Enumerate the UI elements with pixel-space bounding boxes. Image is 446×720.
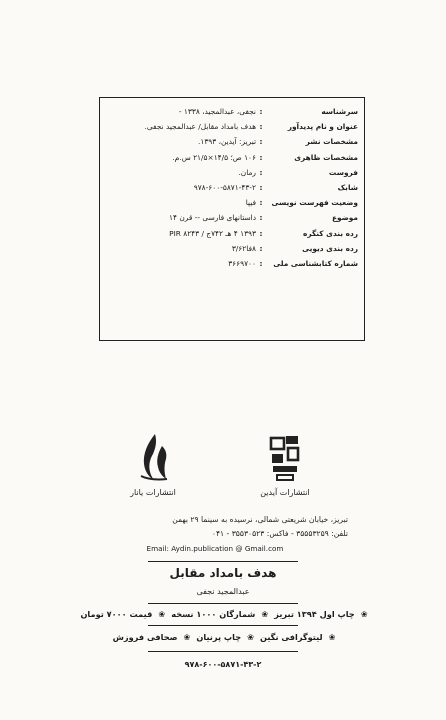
printing-info-line (88, 632, 360, 642)
phone-fax-line: تلفن: ۳۵۵۵۳۲۵۹ - فاکس: ۳۵۵۳۰۵۲۳ - ۰۴۱ (211, 529, 348, 538)
cip-value: نجفی، عبدالمجید، ۱۳۳۸ - (178, 107, 256, 117)
book-title: هدف بامداد مقابل (169, 566, 277, 580)
cip-row: سرشناسه : نجفی، عبدالمجید، ۱۳۳۸ - (106, 104, 358, 119)
divider (148, 561, 298, 562)
cip-label: رده بندی کنگره (303, 228, 358, 238)
cip-value: ۸فا۳/۶۲ (231, 243, 256, 253)
cip-row: شماره کتابشناسی ملی : ۳۶۶۹۷۰۰ (106, 256, 358, 271)
aydin-publisher-name: انتشارات آیدین (260, 488, 310, 497)
isbn-number: ۹۷۸-۶۰۰-۵۸۷۱-۴۳-۲ (184, 660, 262, 669)
divider (148, 603, 298, 604)
cip-row: مشخصات ظاهری : ۱۰۶ ص؛ ۱۴/۵×۲۱/۵ س.م. (106, 150, 358, 165)
flower-ornament-icon: ❀ (328, 632, 336, 642)
aydin-publisher-block (242, 432, 328, 497)
edition-text: چاپ اول ۱۳۹۴ تبریز (274, 609, 355, 619)
cip-label: سرشناسه (321, 107, 358, 117)
aydin-logo-icon (242, 432, 328, 482)
divider (148, 651, 298, 652)
cip-row: وضعیت فهرست نویسی : فیپا (106, 195, 358, 210)
cip-value: رمان. (238, 167, 256, 177)
cip-label: عنوان و نام پدیدآور (287, 122, 358, 132)
cip-row: رده بندی دیویی : ۸فا۳/۶۲ (106, 241, 358, 256)
address-line: تبریز، خیابان شریعتی شمالی، نرسیده به سینما ۲۹ بهمن (172, 515, 348, 524)
flower-ornament-icon: ❀ (261, 609, 269, 619)
cip-value: ۳۶۶۹۷۰۰ (228, 258, 256, 268)
edition-info-line (80, 609, 368, 619)
cip-row: فروست : رمان. (106, 165, 358, 180)
cip-label: شابک (337, 183, 358, 193)
cip-label: رده بندی دیویی (302, 243, 358, 253)
flower-ornament-icon: ❀ (158, 609, 166, 619)
cip-label: شماره کتابشناسی ملی (273, 258, 358, 268)
yanar-flame-logo-icon (110, 432, 196, 482)
binding-text: صحافی فروزش (112, 632, 178, 642)
cip-row: مشخصات نشر : تبریز: آیدین، ۱۳۹۳. (106, 134, 358, 149)
cip-value: تبریز: آیدین، ۱۳۹۳. (198, 137, 256, 147)
yanar-publisher-block (110, 432, 196, 497)
cip-label: مشخصات نشر (305, 137, 358, 147)
flower-ornament-icon: ❀ (183, 632, 191, 642)
cip-value: ۱۳۹۳ ۴ هـ ۷۴۲ج / PIR ۸۲۴۳ (169, 228, 256, 238)
publisher-address (118, 513, 348, 541)
cip-row: رده بندی کنگره : ۱۳۹۳ ۴ هـ ۷۴۲ج / PIR ۸۲۴۳ (106, 226, 358, 241)
flower-ornament-icon: ❀ (360, 609, 368, 619)
cip-value: داستانهای فارسی -- قرن ۱۴ (169, 213, 256, 223)
cip-label: موضوع (331, 213, 358, 223)
cip-label: وضعیت فهرست نویسی (271, 198, 358, 208)
cip-row: موضوع : داستانهای فارسی -- قرن ۱۴ (106, 210, 358, 225)
printer-text: چاپ پرنیان (196, 632, 242, 642)
lithography-text: لیتوگرافی نگین (259, 632, 323, 642)
cip-value: ۱۰۶ ص؛ ۱۴/۵×۲۱/۵ س.م. (172, 152, 256, 162)
cip-row: عنوان و نام پدیدآور : هدف بامداد مقابل/ عبدالمجید نجفی. (106, 119, 358, 134)
book-author: عبدالمجید نجفی (196, 587, 250, 596)
cip-row: شابک : ۹۷۸-۶۰۰-۵۸۷۱-۴۳-۲ (106, 180, 358, 195)
price-text: قیمت ۷۰۰۰ تومان (80, 609, 153, 619)
cip-label: مشخصات ظاهری (294, 152, 358, 162)
publisher-email: Email: Aydin.publication @ Gmail.com (146, 544, 284, 553)
flower-ornament-icon: ❀ (247, 632, 254, 642)
divider (148, 625, 298, 626)
yanar-publisher-name: انتشارات یانار (130, 488, 176, 497)
cip-value: هدف بامداد مقابل/ عبدالمجید نجفی. (144, 122, 256, 132)
cip-value: فیپا (245, 198, 256, 208)
circulation-text: شمارگان ۱۰۰۰ نسخه (171, 609, 256, 619)
cip-label: فروست (328, 167, 358, 177)
cip-value: ۹۷۸-۶۰۰-۵۸۷۱-۴۳-۲ (193, 183, 256, 193)
cataloging-box (99, 97, 365, 341)
